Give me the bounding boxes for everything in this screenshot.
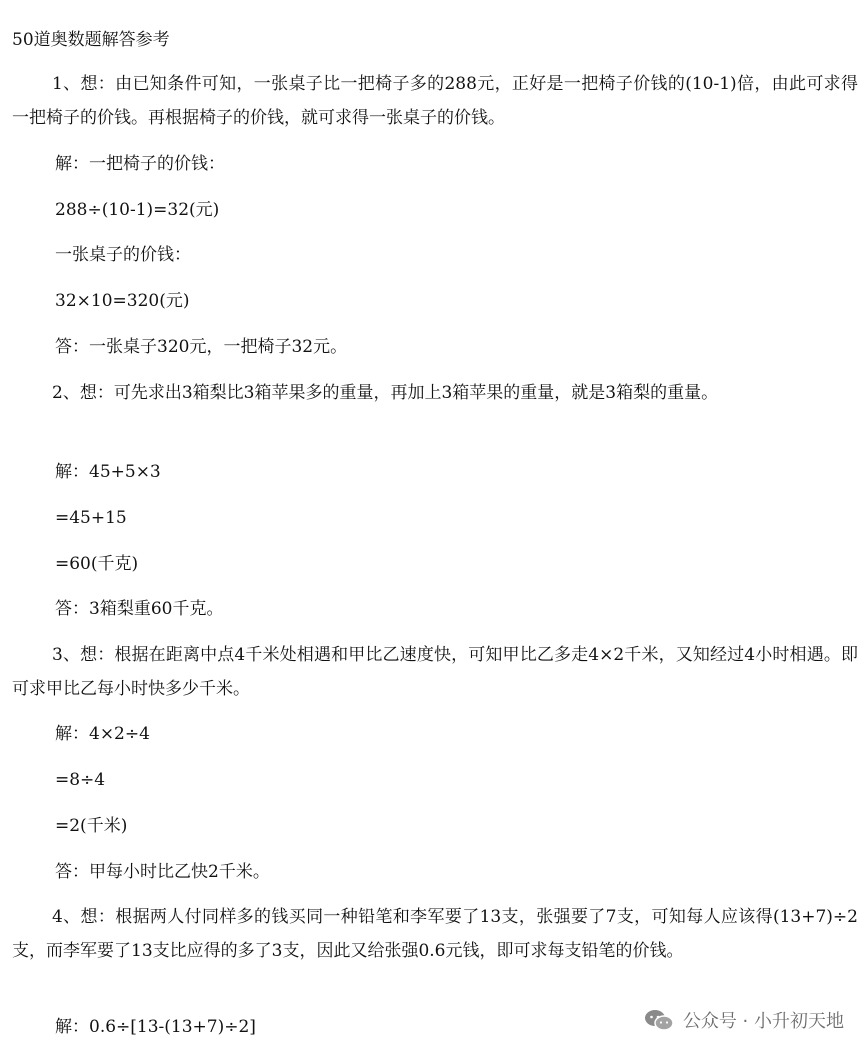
q1-step: 288÷(10-1)=32(元) (55, 200, 220, 220)
q2-step: =45+15 (55, 508, 127, 528)
wechat-icon (643, 1008, 675, 1032)
q3-step: =2(千米) (55, 816, 128, 836)
q3-step: =8÷4 (55, 770, 106, 790)
q4-step: 解：0.6÷[13-(13+7)÷2] (55, 1017, 256, 1037)
q1-answer: 答：一张桌子320元，一把椅子32元。 (55, 337, 348, 357)
q3-think: 3、想：根据在距离中点4千米处相遇和甲比乙速度快，可知甲比乙多走4×2千米，又知经过4小时相遇。即可求甲比乙每小时快多少千米。 (12, 645, 858, 699)
q3-step: 解：4×2÷4 (55, 724, 150, 744)
q4-think: 4、想：根据两人付同样多的钱买同一种铅笔和李军要了13支，张强要了7支，可知每人应该得(13+7)÷2支，而李军要了13支比应得的多了3支，因此又给张强0.6元钱，即可求每支铅笔的价钱。 (12, 907, 858, 961)
document-title: 50道奥数题解答参考 (12, 30, 170, 50)
q2-answer: 答：3箱梨重60千克。 (55, 599, 224, 619)
q1-think: 1、想：由已知条件可知，一张桌子比一把椅子多的288元，正好是一把椅子价钱的(10-1)倍，由此可求得一把椅子的价钱。再根据椅子的价钱，就可求得一张桌子的价钱。 (12, 74, 858, 128)
q1-step: 32×10=320(元) (55, 291, 190, 311)
q2-step: =60(千克) (55, 554, 139, 574)
watermark-text: 公众号 · 小升初天地 (682, 1011, 844, 1032)
q3-answer: 答：甲每小时比乙快2千米。 (55, 862, 270, 882)
q1-step: 解：一把椅子的价钱： (55, 154, 225, 174)
watermark (643, 1007, 844, 1033)
q2-step: 解：45+5×3 (55, 462, 161, 482)
q1-step: 一张桌子的价钱： (55, 245, 191, 265)
q2-think: 2、想：可先求出3箱梨比3箱苹果多的重量，再加上3箱苹果的重量，就是3箱梨的重量。 (52, 383, 719, 403)
